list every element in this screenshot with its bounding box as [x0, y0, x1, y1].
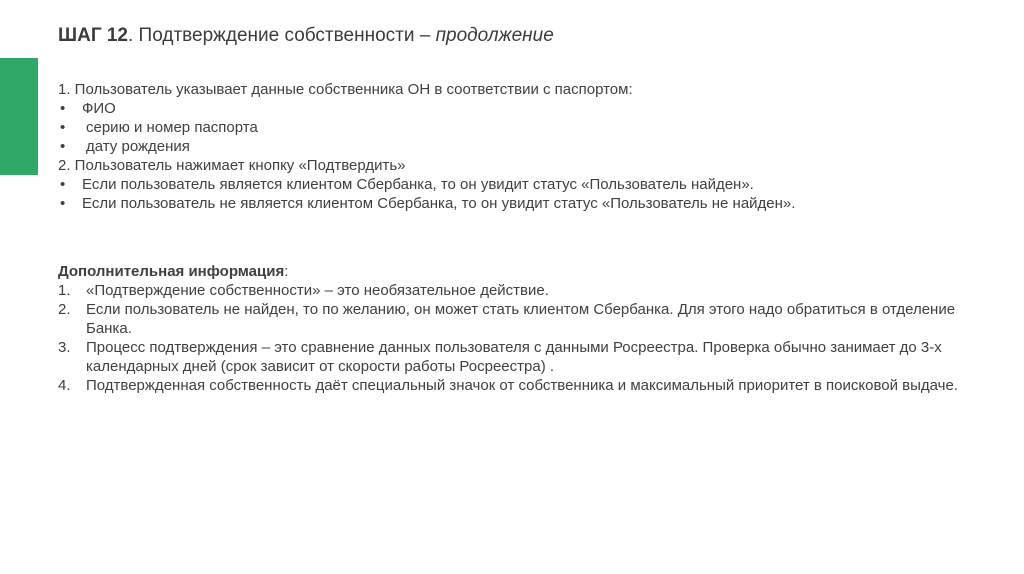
step-label: ШАГ 12 — [58, 25, 128, 46]
numbered-item — [58, 338, 978, 376]
additional-info-heading — [58, 262, 978, 281]
bullet-text: дату рождения — [86, 138, 190, 155]
heading-suffix: : — [284, 263, 289, 280]
bullet-dot: • — [60, 119, 66, 136]
green-accent-bar — [0, 58, 38, 175]
item-text: Подтвержденная собственность даёт специальный значок от собственника и максимальный приоритет в поисковой выдаче. — [86, 377, 958, 394]
additional-info-section — [58, 262, 978, 395]
item-text: Если пользователь не найден, то по желанию, он может стать клиентом Сбербанка. Для этого надо обратиться в отделение Банка. — [86, 301, 956, 337]
item-number: 1. — [58, 282, 71, 299]
bullet-dot: • — [60, 176, 66, 193]
item-number: 3. — [58, 339, 71, 356]
bullet-item — [58, 137, 795, 156]
numbered-item — [58, 376, 978, 395]
item-number: 4. — [58, 377, 71, 394]
bullet-text: Если пользователь не является клиентом Сбербанка, то он увидит статус «Пользователь не найден». — [82, 195, 796, 212]
bullet-item — [58, 99, 795, 118]
bullet-dot: • — [60, 100, 66, 117]
bullet-text: ФИО — [82, 100, 116, 117]
heading-text: Дополнительная информация — [58, 263, 285, 280]
user-steps-section — [58, 80, 795, 213]
numbered-item — [58, 281, 978, 300]
bullet-dot: • — [60, 195, 66, 212]
slide-title — [58, 24, 554, 48]
step-1-text: 1. Пользователь указывает данные собственника ОН в соответствии с паспортом: — [58, 81, 633, 98]
item-text: Процесс подтверждения – это сравнение данных пользователя с данными Росреестра. Проверка обычно занимает до 3-х календарных дней (срок зависит от скорости работы Росреестра) . — [86, 339, 942, 375]
numbered-item — [58, 300, 978, 338]
title-continuation: продолжение — [435, 25, 554, 46]
bullet-item — [58, 194, 795, 213]
bullet-item — [58, 175, 795, 194]
bullet-text: серию и номер паспорта — [86, 119, 258, 136]
step-2-text: 2. Пользователь нажимает кнопку «Подтвердить» — [58, 157, 406, 174]
bullet-text: Если пользователь является клиентом Сбербанка, то он увидит статус «Пользователь найден». — [82, 176, 754, 193]
item-number: 2. — [58, 301, 71, 318]
bullet-item — [58, 118, 795, 137]
bullet-dot: • — [60, 138, 66, 155]
title-main: . Подтверждение собственности – — [128, 25, 436, 46]
item-text: «Подтверждение собственности» – это необязательное действие. — [86, 282, 549, 299]
